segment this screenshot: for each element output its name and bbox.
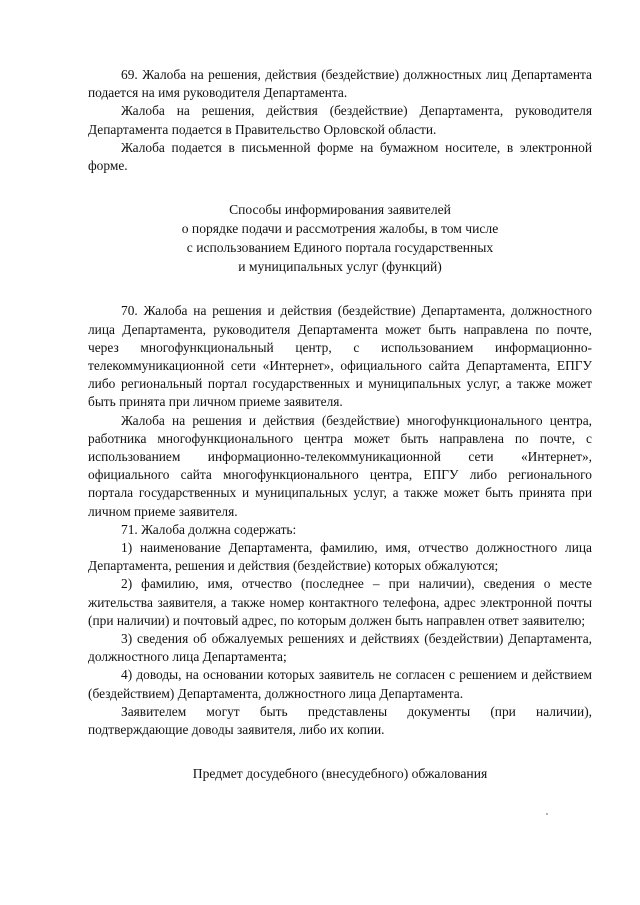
scan-speck [546,813,548,815]
paragraph-69-2: Жалоба на решения, действия (бездействие) Департамента, руководителя Департамента подается в Правительство Орловской области. [88,103,592,137]
paragraph-71-closing: Заявителем могут быть представлены документы (при наличии), подтверждающие доводы заявителя, либо их копии. [88,703,592,738]
paragraph-69-3: Жалоба подается в письменной форме на бумажном носителе, в электронной форме. [88,139,592,174]
section-heading-informing [88,201,592,276]
document-page [88,66,592,784]
paragraph-71-item-4: 4) доводы, на основании которых заявитель не согласен с решением и действием (бездействием) Департамента, должностного лица Департамента. [88,667,592,701]
section-heading-subject: Предмет досудебного (внесудебного) обжалования [192,766,488,782]
paragraph-71-item-2: 2) фамилию, имя, отчество (последнее – при наличии), сведения о месте жительства заявителя, а также номер контактного телефона, адрес электронной почты (при наличии) и почтовый адрес, по которым должен быть направлен ответ заявителю; [88,576,592,628]
heading-informing-line-2: о порядке подачи и рассмотрения жалобы, в том числе [181,221,499,237]
paragraph-71-item-3: 3) сведения об обжалуемых решениях и действиях (бездействии) Департамента, должностного лица Департамента; [88,631,592,665]
paragraph-70-2: Жалоба на решения и действия (бездействие) многофункционального центра, работника многофункционального центра может быть направлена по почте, с использованием информационно-телекоммуникационной сети «Интернет», официального сайта многофункционального центра, ЕПГУ либо регионального портала государственных и муниципальных услуг, а также может быть принята при личном приеме заявителя. [88,412,592,519]
paragraph-69-1: 69. Жалоба на решения, действия (бездействие) должностных лиц Департамента подается на имя руководителя Департамента. [88,67,592,101]
heading-informing-line-1: Способы информирования заявителей [229,202,451,218]
paragraph-71-intro: 71. Жалоба должна содержать: [121,521,297,537]
heading-informing-line-4: и муниципальных услуг (функций) [238,258,442,274]
paragraph-71-item-1: 1) наименование Департамента, фамилию, имя, отчество должностного лица Департамента, решения и действия (бездействие) которых обжалуются; [88,540,592,574]
paragraph-70-1: 70. Жалоба на решения и действия (бездействие) Департамента, должностного лица Департамента, руководителя Департамента может быть направлена по почте, через многофункциональный центр, с использованием информационно-телекоммуникационной сети «Интернет», официального сайта Департамента, ЕПГУ либо региональный портал государственных и муниципальных услуг, а также может быть принята при личном приеме заявителя. [88,303,592,410]
heading-informing-line-3: с использованием Единого портала государственных [186,239,494,255]
